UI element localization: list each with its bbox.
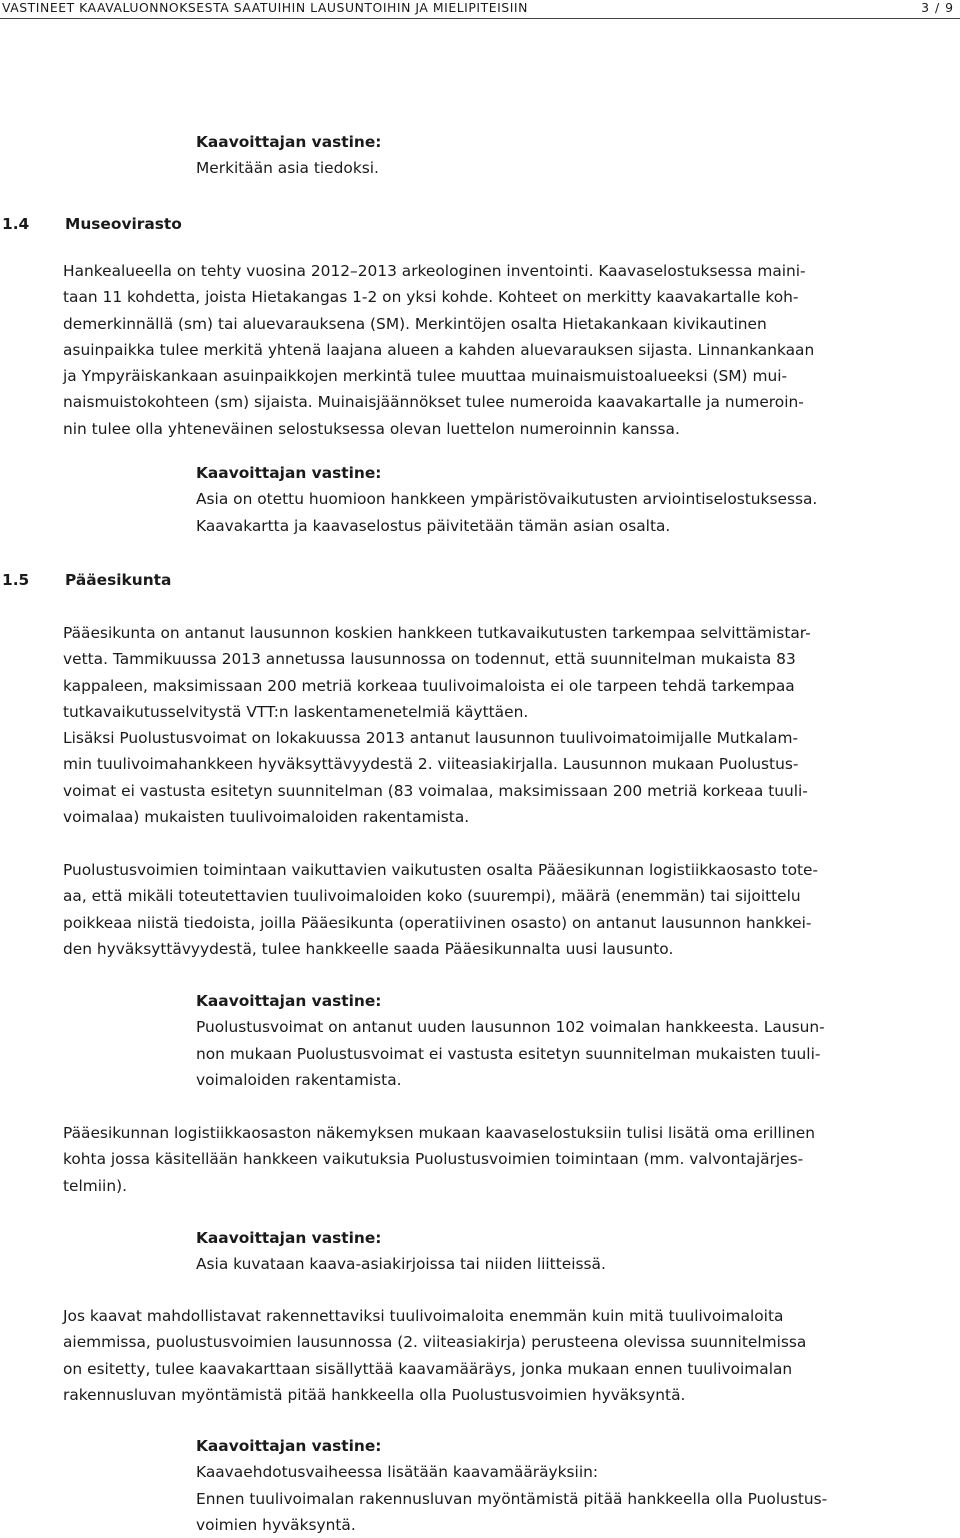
text-line: vetta. Tammikuussa 2013 annetussa lausunnossa on todennut, että suunnitelman mukaista 83 bbox=[63, 650, 796, 669]
text-line: Jos kaavat mahdollistavat rakennettaviksi tuulivoimaloita enemmän kuin mitä tuulivoimaloita bbox=[63, 1307, 784, 1325]
section-number: 1.5 bbox=[2, 571, 30, 589]
text-line: poikkeaa niistä tiedoista, joilla Pääesikunta (operatiivinen osasto) on antanut lausunnon hankkei- bbox=[63, 913, 812, 932]
text-line: voimat ei vastusta esitetyn suunnitelman (83 voimalaa, maksimissaan 200 metriä korkeaa tuuli- bbox=[63, 781, 808, 800]
page-number: 3 / 9 bbox=[921, 0, 954, 15]
reply-label: Kaavoittajan vastine: bbox=[196, 1229, 382, 1247]
page-header bbox=[0, 0, 960, 18]
reply-block bbox=[196, 1225, 956, 1278]
reply-text bbox=[196, 1459, 956, 1538]
text-line: Asia on otettu huomioon hankkeen ympäristövaikutusten arviointiselostuksessa. bbox=[196, 490, 818, 509]
text-line: Merkitään asia tiedoksi. bbox=[196, 159, 379, 178]
reply-text bbox=[196, 1014, 956, 1093]
text-line: voimaloiden rakentamista. bbox=[196, 1070, 402, 1089]
section-number: 1.4 bbox=[2, 215, 30, 233]
section-title: Pääesikunta bbox=[65, 571, 172, 589]
text-line: asuinpaikka tulee merkitä yhtenä laajana alueen a kahden aluevarauksen sijasta. Linnankankaan bbox=[63, 340, 815, 359]
text-line: aiemmissa, puolustusvoimien lausunnossa (2. viiteasiakirja) perusteena olevissa suunnitelmissa bbox=[63, 1333, 807, 1352]
text-line: tutkavaikutusselvitystä VTT:n laskentamenetelmiä käyttäen. bbox=[63, 702, 529, 721]
reply-label: Kaavoittajan vastine: bbox=[196, 992, 382, 1010]
text-line: aa, että mikäli toteutettavien tuulivoimaloiden koko (suurempi), määrä (enemmän) tai sijoittelu bbox=[63, 887, 801, 906]
statement-paragraph bbox=[63, 1120, 955, 1199]
reply-label: Kaavoittajan vastine: bbox=[196, 133, 382, 151]
reply-text bbox=[196, 486, 956, 539]
text-line: Pääesikunnan logistiikkaosaston näkemyksen mukaan kaavaselostuksiin tulisi lisätä oma erillinen bbox=[63, 1124, 816, 1142]
text-line: Lisäksi Puolustusvoimat on lokakuussa 2013 antanut lausunnon tuulivoimatoimijalle Mutkalam- bbox=[63, 729, 799, 748]
text-line: demerkinnällä (sm) tai aluevarauksena (SM). Merkintöjen osalta Hietakankaan kivikautinen bbox=[63, 314, 767, 333]
section-title: Museovirasto bbox=[65, 215, 182, 233]
text-line: telmiin). bbox=[63, 1176, 127, 1195]
text-line: Ennen tuulivoimalan rakennusluvan myöntämistä pitää hankkeella olla Puolustus- bbox=[196, 1489, 828, 1508]
text-line: Kaavakartta ja kaavaselostus päivitetään tämän asian osalta. bbox=[196, 516, 671, 535]
text-line: rakennusluvan myöntämistä pitää hankkeella olla Puolustusvoimien hyväksyntä. bbox=[63, 1385, 686, 1404]
text-line: Asia kuvataan kaava-asiakirjoissa tai niiden liitteissä. bbox=[196, 1255, 606, 1274]
text-line: Kaavaehdotusvaiheessa lisätään kaavamääräyksiin: bbox=[196, 1463, 599, 1482]
text-line: Puolustusvoimien toimintaan vaikuttavien vaikutusten osalta Pääesikunnan logistiikkaosasto tote- bbox=[63, 861, 819, 879]
reply-block bbox=[196, 988, 956, 1093]
reply-text bbox=[196, 1251, 956, 1277]
text-line: nin tulee olla yhteneväinen selostuksessa olevan luettelon numeroinnin kanssa. bbox=[63, 419, 680, 438]
header-divider bbox=[0, 18, 960, 19]
section-heading bbox=[2, 567, 402, 593]
text-line: ja Ympyräiskankaan asuinpaikkojen merkintä tulee muuttaa muinaismuistoalueeksi (SM) mui- bbox=[63, 367, 788, 386]
statement-paragraph bbox=[63, 1303, 955, 1408]
text-line: den hyväksyttävyydestä, tulee hankkeelle saada Pääesikunnalta uusi lausunto. bbox=[63, 939, 674, 958]
text-line: on esitetty, tulee kaavakarttaan sisällyttää kaavamääräys, jonka mukaan ennen tuulivoimalan bbox=[63, 1359, 793, 1378]
document-title: VASTINEET KAAVALUONNOKSESTA SAATUIHIN LAUSUNTOIHIN JA MIELIPITEISIIN bbox=[2, 0, 528, 15]
reply-text bbox=[196, 155, 956, 181]
reply-label: Kaavoittajan vastine: bbox=[196, 1437, 382, 1455]
reply-block bbox=[196, 460, 956, 539]
text-line: Puolustusvoimat on antanut uuden lausunnon 102 voimalan hankkeesta. Lausun- bbox=[196, 1018, 825, 1037]
text-line: voimien hyväksyntä. bbox=[196, 1515, 356, 1534]
reply-block bbox=[196, 1433, 956, 1538]
reply-block bbox=[196, 129, 956, 182]
text-line: non mukaan Puolustusvoimat ei vastusta esitetyn suunnitelman mukaisten tuuli- bbox=[196, 1044, 821, 1063]
text-line: min tuulivoimahankkeen hyväksyttävyydestä 2. viiteasiakirjalla. Lausunnon mukaan Puolustus- bbox=[63, 755, 799, 774]
reply-label: Kaavoittajan vastine: bbox=[196, 464, 382, 482]
text-line: taan 11 kohdetta, joista Hietakangas 1-2 on yksi kohde. Kohteet on merkitty kaavakartalle koh- bbox=[63, 288, 799, 307]
text-line: voimalaa) mukaisten tuulivoimaloiden rakentamista. bbox=[63, 808, 470, 827]
text-line: kohta jossa käsitellään hankkeen vaikutuksia Puolustusvoimien toimintaan (mm. valvontajärjes- bbox=[63, 1150, 804, 1169]
statement-paragraph bbox=[63, 857, 955, 962]
statement-paragraph bbox=[63, 620, 955, 830]
text-line: kappaleen, maksimissaan 200 metriä korkeaa tuulivoimaloista ei ole tarpeen tehdä tarkempaa bbox=[63, 676, 795, 695]
section-heading bbox=[2, 211, 402, 237]
text-line: naismuistokohteen (sm) sijaista. Muinaisjäännökset tulee numeroida kaavakartalle ja numeroin- bbox=[63, 393, 804, 412]
statement-paragraph bbox=[63, 258, 955, 442]
text-line: Pääesikunta on antanut lausunnon koskien hankkeen tutkavaikutusten tarkempaa selvittämistar- bbox=[63, 624, 811, 642]
text-line: Hankealueella on tehty vuosina 2012–2013 arkeologinen inventointi. Kaavaselostuksessa maini- bbox=[63, 262, 806, 280]
